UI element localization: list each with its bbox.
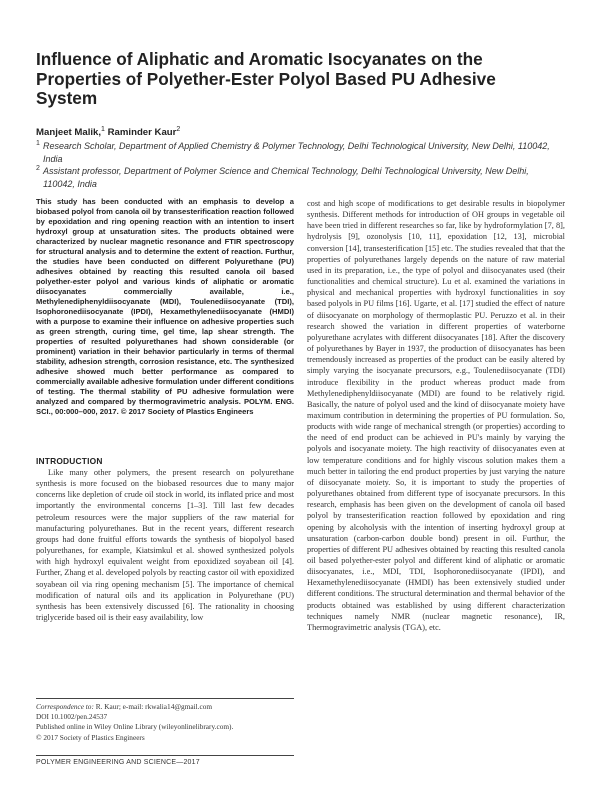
affiliation-number: 1 (36, 140, 40, 147)
right-column-text (307, 198, 565, 633)
abstract: This study has been conducted with an emphasis to develop a biobased polyol from canola oil by transesterification reaction followed by epoxidation and ring opening reaction with an intention to insert hydroxyl group at unsaturation sites. The products obtained were characterized by nuclear magnetic resonance and FTIR spectroscopy for structural analysis and to determine the extent of reaction. Furthur, the studies have been conducted on different Polyurethane (PU) adhesives obtained by reacting this resulted canola oil based polyether-ester polyol and various kinds of aliphatic or aromatic diisocyanates commercially available, i.e., Methylenediphenyldiisocyanate (MDI), Toulenediisocyanate (TDI), Isophoronediisocyanate (IPDI), Hexamethylenediisocyanate (HMDI) with a purpose to examine their influence on adhesive properties such as green strength, curing time, gel time, lap shear strength. The properties of resulted polyurethanes had shown considerable (or prominent) variation in their behavior particularly in terms of thermal stability, adhesion strength, corrosion resistance, etc. The synthesized adhesive showed much better performance as compared to commercially available adhesive formulation under different conditions of testing. The thermal stability of PU adhesive formulation were analyzed and compared by thermogravimetric analysis. POLYM. ENG. SCI., 00:000–000, 2017. © 2017 Society of Plastics Engineers (36, 197, 294, 416)
affiliation (36, 140, 556, 166)
section-heading-introduction: INTRODUCTION (36, 456, 103, 466)
affiliation (36, 165, 556, 191)
journal-footer: POLYMER ENGINEERING AND SCIENCE—2017 (36, 759, 200, 766)
footer-divider (36, 755, 294, 756)
author-line (36, 126, 556, 138)
affiliation-number: 2 (36, 165, 40, 172)
published-line: Published online in Wiley Online Library (wileyonlinelibrary.com). (36, 722, 234, 732)
correspondence-line (36, 702, 294, 712)
affiliation-text: Assistant professor, Department of Polymer Science and Chemical Technology, Delhi Technological University, New Delhi, 110042, India (43, 166, 529, 189)
author-affil-marker: 1 (101, 126, 105, 133)
introduction-text (36, 467, 294, 623)
article-title: Influence of Aliphatic and Aromatic Isocyanates on the Properties of Polyether-Ester Polyol Based PU Adhesive System (36, 49, 496, 108)
paragraph: cost and high scope of modifications to get desirable results in biopolymer synthesis. Different methods for introduction of OH groups in vegetable oil have been tried in different researches so far, like by hydroformylation [7, 8], hydrolysis [9], ozonolysis [10, 11], epoxidation [12, 13], microbial conversion [14], transesterification [15] etc. The studies revealed that that the properties of polyurethanes largely depends on the nature of raw material used in its preparation, i.e., the type of polyol and diisocyanates used (their functionalities and chemical structure). Lu et al. examined the variations in physical and mechanical properties with hydroxyl functionalities in soy based polyols in PU films [16]. Ugarte, et al. [17] studied the effect of nature of diisocyanate on morphology of thermoplastic PU. Peruzzo et al. in their research showed the variation in different properties of waterborne polyurethane acrylates with different diisocyanates [18]. After the discovery of polyurethanes by Bayer in 1937, the production of diisocyanates has been tremendously increased as properties of the product can be easily altered by simply varying the isocyanate precursors, e.g., Toulenediisocyanate (TDI) introduce flexibility in the product whereas product made from Methylenediphenyldiisocyanate (MDI) are found to be relatively rigid. Basically, the nature of polyol used and the kind of diisocyanate moiety have maximum contribution in determining the properties of PU formulation. So, products with wide range of mechanical strength (or properties) according to the need of end product can be achieved in PU's mainly by varying the polyols and isocyanate moiety. The high reactivity of diisocyanates even at low temperature conditions and for highly viscous solution makes them a much better in tailoring the end product properties by just varying the nature of diisocyanate moiety. So, it is important to study the properties of polyurethanes obtained from different type of isocyanate precursors. In this research, emphasis has been given on the development of canola oil based polyol by transesterification reaction followed by epoxidation and ring opening by alcoholysis with the intention of inserting hydroxyl group at unsaturation (carbon-carbon double bond) present in oil. Furthur, the properties of different PU adhesives obtained by reacting this resulted canola oil based polyether-ester polyol and different kind of aliphatic or aromatic diisocyanates, i.e., MDI, TDI, Isophoronediisocyanate (IPDI), and Hexamethylenediisocyanate (HMDI) has been extensively studied under different conditions. The structural determination and thermal behavior of the products obtained was established by using different characterization techniques namely NMR (nuclear magnetic resonance), IR, Thermogravimetric analysis (TGA), etc. (307, 199, 565, 632)
correspondence-text: R. Kaur; e-mail: rkwalia14@gmail.com (95, 702, 213, 711)
doi-line: DOI 10.1002/pen.24537 (36, 712, 108, 722)
author-affil-marker: 2 (176, 126, 181, 133)
footnote-divider (36, 698, 294, 699)
paragraph: Like many other polymers, the present research on polyurethane synthesis is more focused on the biobased resources due to many major concerns like depletion of crude oil stock in world, its inflated price and most importantly the environmental concerns [1–3]. Till last few decades petroleum resources were the major suppliers of the raw material for manufacturing polyurethanes. But in the recent years, different research groups had done fruitful efforts towards the synthesis of biopolyol based polyurethanes, for example, Kiatsimkul et al. showed synthesized polyols with high hydroxyl equivalent weight from epoxidized soyabean oil [4]. Further, Zhang et al. developed polyols by reacting castor oil with epoxidized soyabean oil via ring opening mechanism [5]. The importance of chemical modification of natural oils and its application in Polyurethane (PU) synthesis has been extensively discussed [6]. The rationality in choosing triglyceride based oil is their easy availability, low (36, 468, 294, 623)
copyright-line: © 2017 Society of Plastics Engineers (36, 732, 145, 742)
author-name: Raminder Kaur (107, 127, 177, 139)
correspondence-label: Correspondence to: (36, 702, 94, 711)
footnotes (36, 702, 294, 743)
affiliation-text: Research Scholar, Department of Applied Chemistry & Polymer Technology, Delhi Technological University, New Delhi, 110042, India (43, 141, 550, 164)
author-name: Manjeet Malik, (36, 127, 102, 139)
